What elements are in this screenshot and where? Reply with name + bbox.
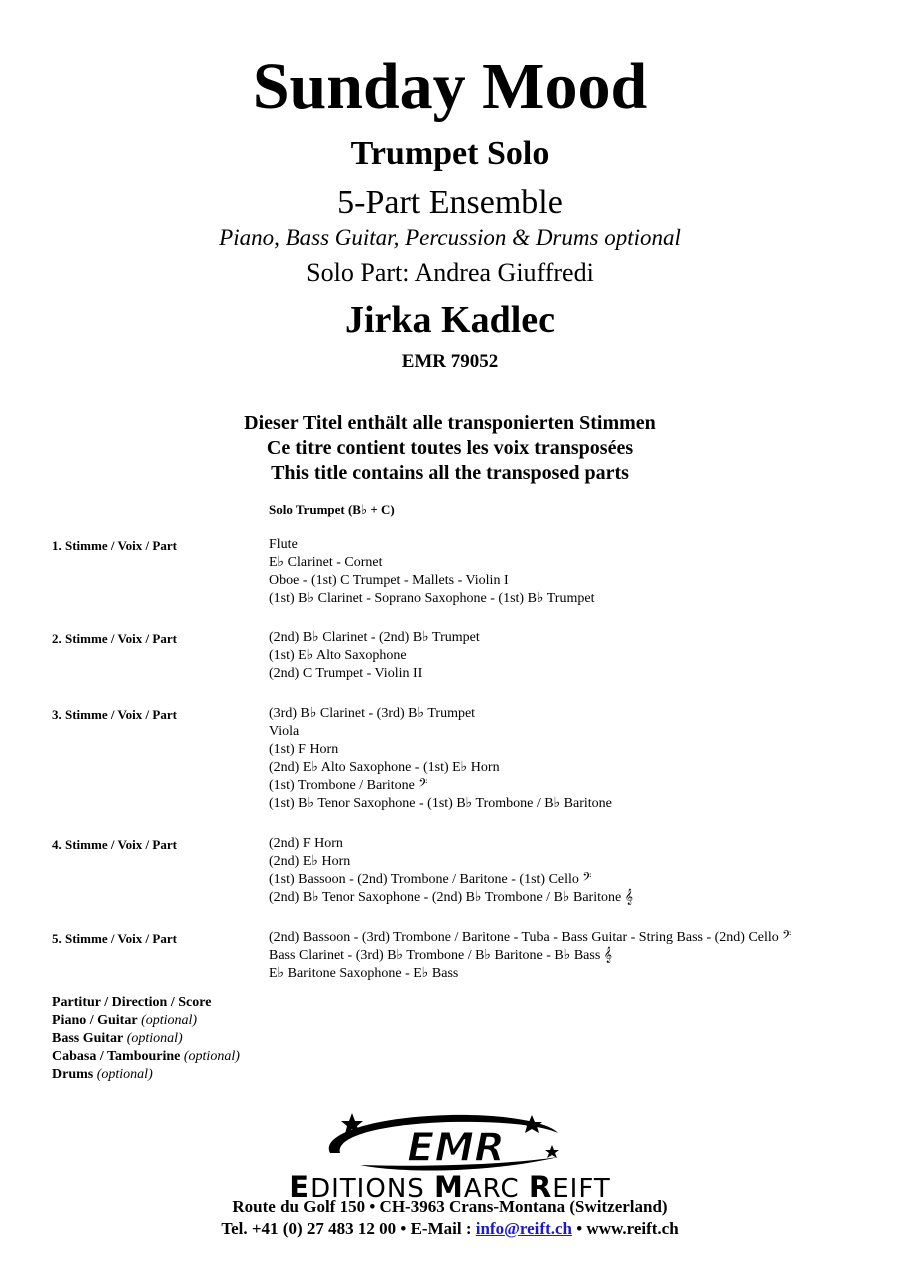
extra-parts-list bbox=[52, 994, 240, 1084]
extra-part: Drums (optional) bbox=[52, 1067, 153, 1082]
part-3-label: 3. Stimme / Voix / Part bbox=[52, 707, 177, 722]
instrument-line: Viola bbox=[269, 724, 300, 739]
notice-english: This title contains all the transposed parts bbox=[271, 462, 629, 484]
instrument-line: (2nd) E♭ Horn bbox=[269, 854, 351, 869]
part-1-instruments bbox=[269, 536, 594, 608]
instrument-line: (1st) Bassoon - (2nd) Trombone / Baritone - (1st) Cello 𝄢 bbox=[269, 872, 592, 887]
logo-text: EMR bbox=[407, 1125, 505, 1171]
instrument-line: (1st) E♭ Alto Saxophone bbox=[269, 648, 407, 663]
instrument-line: (2nd) F Horn bbox=[269, 836, 343, 851]
extra-part: Partitur / Direction / Score bbox=[52, 995, 212, 1010]
solo-trumpet-part: Solo Trumpet (B♭ + C) bbox=[269, 502, 395, 517]
publisher-contact: Tel. +41 (0) 27 483 12 00 • E-Mail : info@reift.ch • www.reift.ch bbox=[221, 1219, 679, 1238]
part-5-instruments bbox=[269, 929, 791, 983]
instrument-line: (3rd) B♭ Clarinet - (3rd) B♭ Trumpet bbox=[269, 706, 476, 721]
ensemble-type: 5-Part Ensemble bbox=[337, 184, 563, 221]
extra-part: Bass Guitar (optional) bbox=[52, 1031, 183, 1046]
instrument-line: (2nd) Bassoon - (3rd) Trombone / Baritone - Tuba - Bass Guitar - String Bass - (2nd) Cello 𝄢 bbox=[269, 930, 792, 945]
page-title: Sunday Mood bbox=[252, 50, 648, 123]
instrument-line: (1st) B♭ Clarinet - Soprano Saxophone - (1st) B♭ Trumpet bbox=[269, 591, 595, 606]
instrument-line: Bass Clarinet - (3rd) B♭ Trombone / B♭ Baritone - B♭ Bass 𝄞 bbox=[269, 948, 613, 963]
part-2-instruments bbox=[269, 629, 480, 683]
extra-part: Piano / Guitar (optional) bbox=[52, 1013, 198, 1028]
extra-part: Cabasa / Tambourine (optional) bbox=[52, 1049, 240, 1064]
instrument-line: Flute bbox=[269, 537, 298, 552]
part-3-instruments bbox=[269, 705, 612, 813]
publisher-name: EDITIONS MARC REIFT bbox=[289, 1170, 611, 1204]
instrument-line: (2nd) E♭ Alto Saxophone - (1st) E♭ Horn bbox=[269, 760, 500, 775]
optional-instruments: Piano, Bass Guitar, Percussion & Drums optional bbox=[219, 225, 681, 250]
part-1-label: 1. Stimme / Voix / Part bbox=[52, 538, 177, 553]
notice-french: Ce titre contient toutes les voix transposées bbox=[266, 437, 634, 459]
composer-name: Jirka Kadlec bbox=[344, 299, 556, 341]
instrument-line: E♭ Clarinet - Cornet bbox=[269, 555, 383, 570]
part-2-label: 2. Stimme / Voix / Part bbox=[52, 631, 177, 646]
instrument-line: E♭ Baritone Saxophone - E♭ Bass bbox=[269, 966, 459, 981]
instrument-line: (2nd) B♭ Tenor Saxophone - (2nd) B♭ Trombone / B♭ Baritone 𝄞 bbox=[269, 890, 633, 905]
solo-part-credit: Solo Part: Andrea Giuffredi bbox=[306, 258, 594, 287]
publisher-address: Route du Golf 150 • CH-3963 Crans-Montana (Switzerland) bbox=[232, 1197, 668, 1216]
instrument-line: (1st) B♭ Tenor Saxophone - (1st) B♭ Trombone / B♭ Baritone bbox=[269, 796, 612, 811]
part-4-instruments bbox=[269, 835, 633, 907]
part-5-label: 5. Stimme / Voix / Part bbox=[52, 931, 177, 946]
notice-german: Dieser Titel enthält alle transponierten Stimmen bbox=[244, 412, 656, 434]
subtitle: Trumpet Solo bbox=[350, 135, 550, 172]
instrument-line: (2nd) B♭ Clarinet - (2nd) B♭ Trumpet bbox=[269, 630, 480, 645]
instrument-line: (2nd) C Trumpet - Violin II bbox=[269, 666, 423, 681]
catalog-number: EMR 79052 bbox=[401, 351, 499, 372]
part-4-label: 4. Stimme / Voix / Part bbox=[52, 837, 177, 852]
instrument-line: (1st) F Horn bbox=[269, 742, 339, 757]
email-link[interactable]: info@reift.ch bbox=[475, 1219, 572, 1238]
instrument-line: (1st) Trombone / Baritone 𝄢 bbox=[269, 778, 428, 793]
emr-logo bbox=[300, 1105, 600, 1177]
instrument-line: Oboe - (1st) C Trumpet - Mallets - Violin I bbox=[269, 573, 509, 588]
